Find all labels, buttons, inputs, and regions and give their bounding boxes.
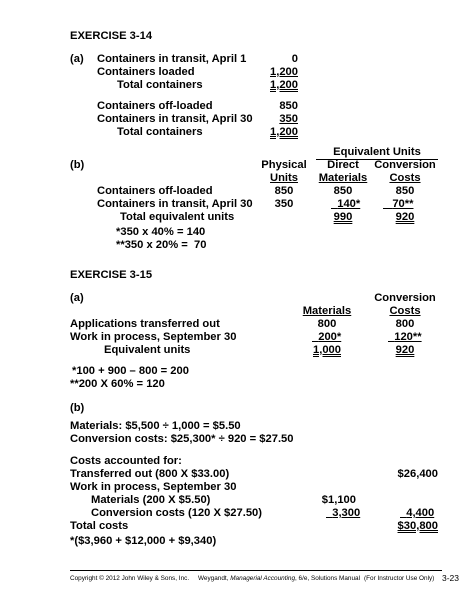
col-conversion-2: Costs (389, 305, 421, 317)
cell-materials: 200* (318, 331, 342, 343)
row-label: Work in process, September 30 (70, 331, 237, 343)
cell-direct: 850 (333, 185, 353, 197)
row-label: Total containers (117, 79, 203, 91)
row-value: 1,200 (270, 66, 298, 78)
materials-rate-line: Materials: $5,500 ÷ 1,000 = $5.50 (70, 420, 241, 432)
total-costs-value: $30,800 (397, 520, 438, 532)
wip-total-value: 4,400 (406, 507, 435, 519)
col-materials: Materials (302, 305, 352, 317)
transferred-out-value: $26,400 (397, 468, 438, 480)
row-value: 350 (279, 113, 298, 125)
row-label: Containers off-loaded (97, 100, 213, 112)
row-value: 1,200 (270, 79, 298, 91)
row-label: Containers in transit, April 1 (97, 53, 247, 65)
part-b-label: (b) (70, 159, 85, 171)
note: **350 x 20% = 70 (116, 239, 207, 251)
wip-conversion-value: 3,300 (332, 507, 361, 519)
footer-rule (70, 570, 442, 571)
row-label: Total containers (117, 126, 203, 138)
footer-book: Weygandt, Managerial Accounting, 6/e, Solutions Manual (198, 575, 361, 582)
equivalent-units-header: Equivalent Units (333, 146, 421, 158)
wip-materials-value: $1,100 (321, 494, 356, 506)
conversion-rate-line: Conversion costs: $25,300* ÷ 920 = $27.50 (70, 433, 294, 445)
exercise-3-15-title: EXERCISE 3-15 (70, 269, 153, 281)
col-direct-1: Direct (327, 159, 359, 171)
cell-conversion: 70** (392, 198, 414, 210)
footer-page-number: 3-23 (442, 573, 460, 583)
exercise-3-14-title: EXERCISE 3-14 (70, 30, 153, 42)
row-value: 850 (279, 100, 298, 112)
part-a-label: (a) (70, 53, 84, 65)
wip-label: Work in process, September 30 (70, 481, 237, 493)
footer-instructor: (For Instructor Use Only) (364, 575, 435, 582)
cell-materials: 1,000 (313, 344, 341, 356)
row-value: 0 (291, 53, 298, 65)
cell-conversion: 800 (395, 318, 415, 330)
costs-accounted-header: Costs accounted for: (70, 455, 182, 467)
cell-physical: 350 (274, 198, 294, 210)
transferred-out-label: Transferred out (800 X $33.00) (70, 468, 230, 480)
note: **200 X 60% = 120 (70, 378, 165, 390)
row-label: Containers in transit, April 30 (97, 198, 253, 210)
note: *100 + 900 – 800 = 200 (72, 365, 189, 377)
col-conversion-2: Costs (389, 172, 421, 184)
row-label: Containers loaded (97, 66, 195, 78)
row-value: 1,200 (270, 126, 298, 138)
part-a-label: (a) (70, 292, 84, 304)
cell-conversion: 120** (394, 331, 422, 343)
cell-materials: 800 (317, 318, 337, 330)
cell-conversion: 920 (395, 344, 415, 356)
note: *($3,960 + $12,000 + $9,340) (70, 535, 217, 547)
cell-direct: 990 (333, 211, 353, 223)
cell-physical: 850 (274, 185, 294, 197)
footer-copyright: Copyright © 2012 John Wiley & Sons, Inc. (70, 575, 190, 582)
note: *350 x 40% = 140 (116, 226, 206, 238)
col-physical-2: Units (270, 172, 298, 184)
col-direct-2: Materials (318, 172, 368, 184)
cell-direct: 140* (337, 198, 361, 210)
row-label: Total equivalent units (120, 211, 235, 223)
row-label: Applications transferred out (70, 318, 220, 330)
row-label: Containers off-loaded (97, 185, 213, 197)
wip-conversion-label: Conversion costs (120 X $27.50) (91, 507, 262, 519)
col-conversion-1: Conversion (374, 292, 436, 304)
wip-materials-label: Materials (200 X $5.50) (91, 494, 211, 506)
cell-conversion: 920 (395, 211, 415, 223)
col-conversion-1: Conversion (374, 159, 436, 171)
col-physical-1: Physical (261, 159, 307, 171)
row-label: Equivalent units (104, 344, 191, 356)
total-costs-label: Total costs (70, 520, 129, 532)
row-label: Containers in transit, April 30 (97, 113, 253, 125)
part-b-label: (b) (70, 402, 85, 414)
cell-conversion: 850 (395, 185, 415, 197)
